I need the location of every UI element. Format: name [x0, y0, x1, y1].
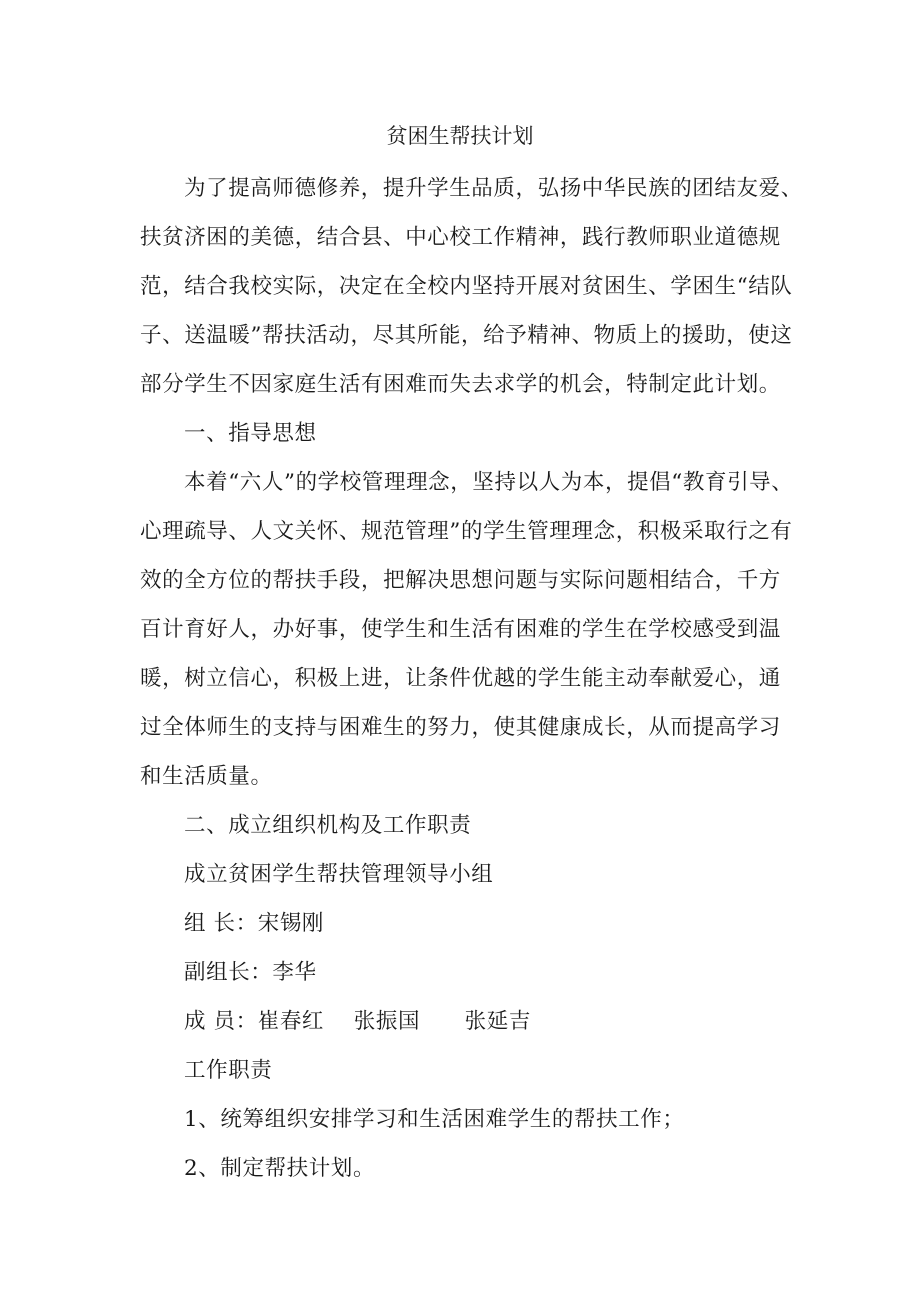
- group-title: 成立贫困学生帮扶管理领导小组: [184, 862, 494, 887]
- intro-line-2: 扶贫济困的美德，结合县、中心校工作精神，践行教师职业道德规: [140, 225, 781, 250]
- duty-item-1: 1、统筹组织安排学习和生活困难学生的帮扶工作；: [184, 1107, 685, 1132]
- duty-item-2: 2、制定帮扶计划。: [184, 1156, 376, 1181]
- group-members: 成 员：崔春红 张振国 张延吉: [184, 1009, 531, 1034]
- document-title: 贫困生帮扶计划: [386, 124, 534, 148]
- duties-heading: 工作职责: [184, 1058, 273, 1083]
- intro-line-1: 为了提高师德修养，提升学生品质，弘扬中华民族的团结友爱、: [184, 176, 803, 201]
- intro-line-3: 范，结合我校实际，决定在全校内坚持开展对贫困生、学困生“结队: [140, 274, 793, 299]
- section1-line-4: 百计育好人，办好事，使学生和生活有困难的学生在学校感受到温: [140, 617, 781, 642]
- section2-heading: 二、成立组织机构及工作职责: [184, 813, 472, 838]
- section1-line-7: 和生活质量。: [140, 764, 273, 789]
- section1-heading: 一、指导思想: [184, 421, 317, 446]
- section1-line-3: 效的全方位的帮扶手段，把解决思想问题与实际问题相结合，千方: [140, 568, 781, 593]
- section1-line-6: 过全体师生的支持与困难生的努力，使其健康成长，从而提高学习: [140, 715, 781, 740]
- group-leader: 组 长：宋锡刚: [184, 911, 325, 936]
- group-vice-leader: 副组长：李华: [184, 960, 317, 985]
- intro-line-5: 部分学生不因家庭生活有困难而失去求学的机会，特制定此计划。: [140, 372, 781, 397]
- intro-line-4: 子、送温暖”帮扶活动，尽其所能，给予精神、物质上的援助，使这: [140, 323, 793, 348]
- section1-line-5: 暖，树立信心，积极上进，让条件优越的学生能主动奉献爱心，通: [140, 666, 781, 691]
- section1-line-2: 心理疏导、人文关怀、规范管理”的学生管理理念，积极采取行之有: [140, 519, 793, 544]
- section1-line-1: 本着“六人”的学校管理理念，坚持以人为本，提倡“教育引导、: [184, 470, 794, 495]
